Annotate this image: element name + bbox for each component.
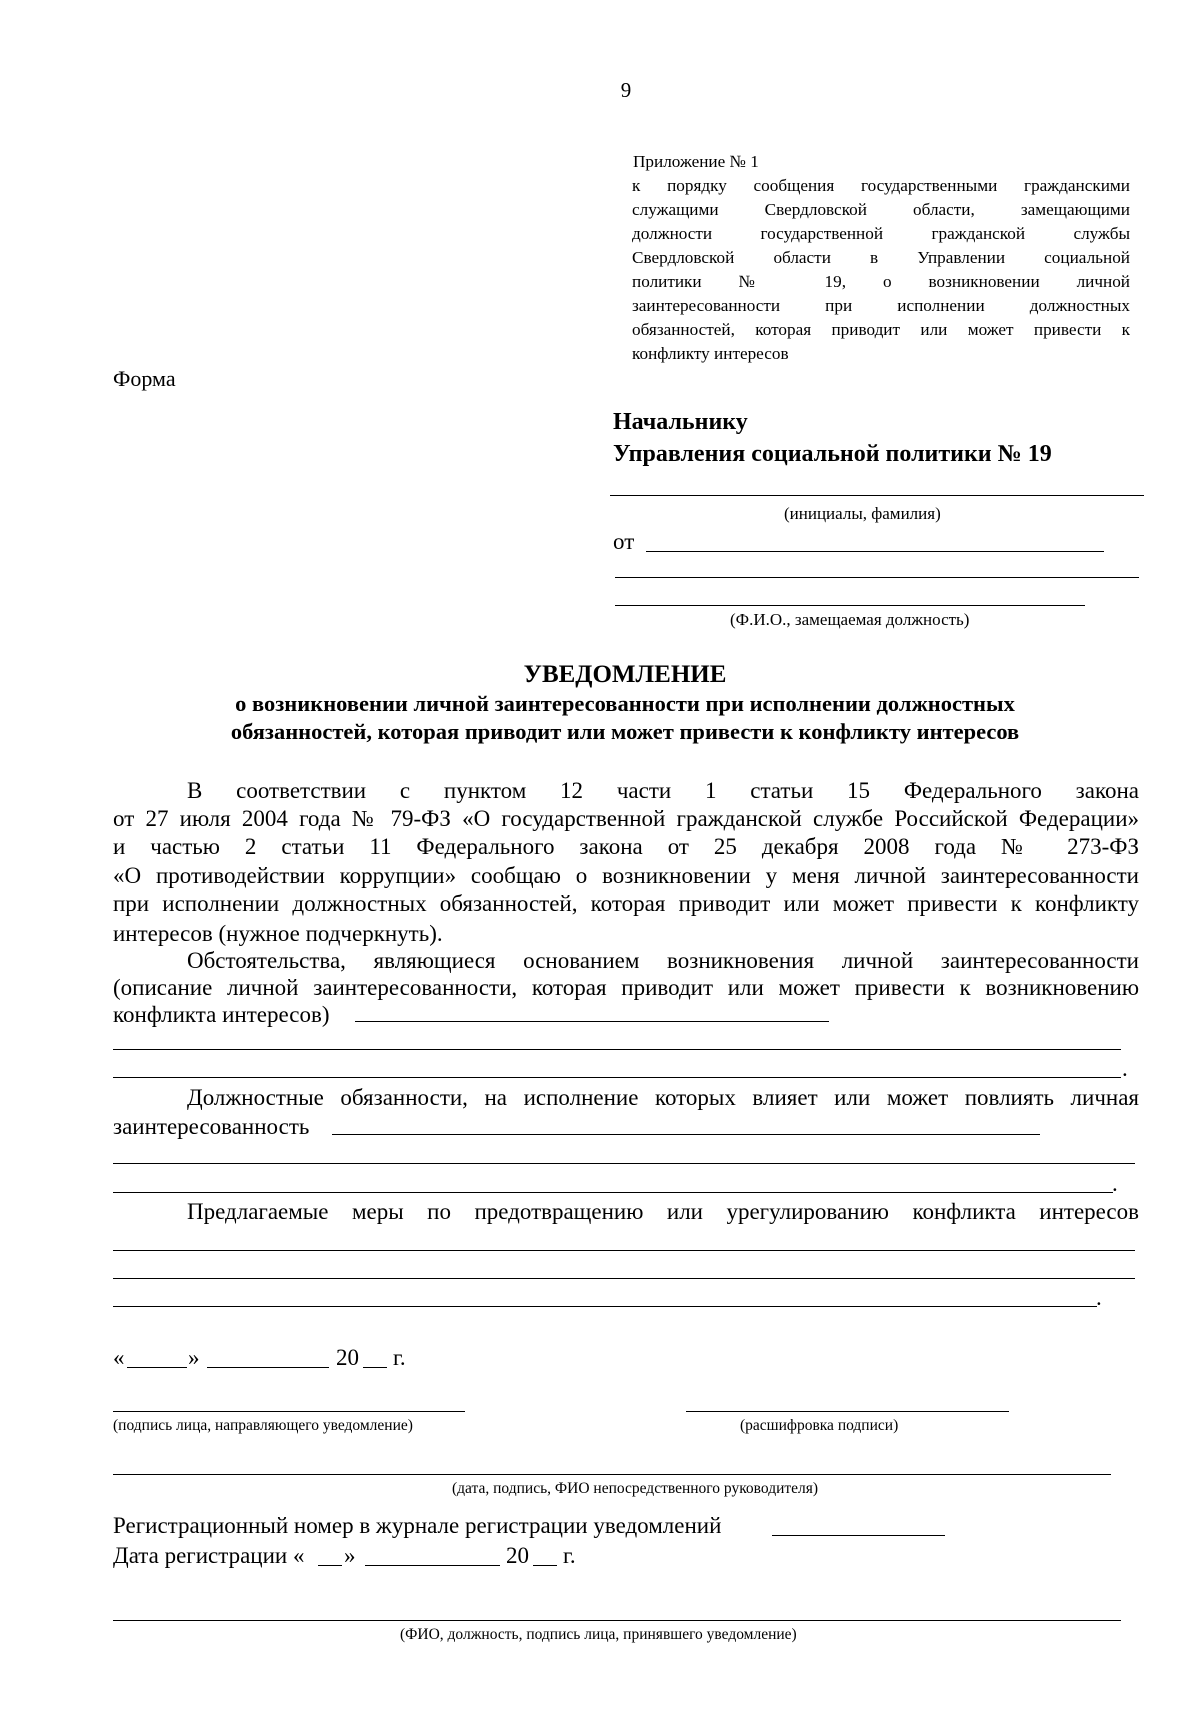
notice-subtitle-line1: о возникновении личной заинтересованности при исполнении должностных bbox=[235, 691, 1015, 716]
acceptor-caption: (ФИО, должность, подпись лица, принявшего уведомление) bbox=[400, 1626, 797, 1643]
measures-line-3[interactable] bbox=[113, 1306, 1097, 1307]
registration-date-label: Дата регистрации « bbox=[113, 1543, 305, 1568]
appendix-line: политики № 19, о возникновении личной bbox=[632, 272, 1130, 291]
date-open-quote: « bbox=[113, 1345, 125, 1370]
registration-year-line[interactable] bbox=[533, 1565, 557, 1566]
paragraph-2-line: (описание личной заинтересованности, которая приводит или может привести к возникновению bbox=[113, 975, 1139, 1000]
manager-caption: (дата, подпись, ФИО непосредственного руководителя) bbox=[452, 1480, 819, 1497]
appendix-line: Свердловской области в Управлении социальной bbox=[632, 248, 1130, 267]
circumstances-line[interactable] bbox=[355, 1021, 829, 1022]
notice-title: УВЕДОМЛЕНИЕ bbox=[523, 661, 727, 688]
period: . bbox=[1112, 1171, 1118, 1196]
registration-year-suffix: г. bbox=[563, 1543, 576, 1568]
circumstances-line-3[interactable] bbox=[113, 1077, 1121, 1078]
appendix-line: конфликту интересов bbox=[632, 344, 789, 363]
form-label: Форма bbox=[113, 366, 176, 391]
measures-line[interactable] bbox=[113, 1250, 1135, 1251]
duties-line[interactable] bbox=[332, 1134, 1040, 1135]
from-line[interactable] bbox=[646, 551, 1104, 552]
addressee-block bbox=[613, 406, 1052, 470]
date-day-line[interactable] bbox=[127, 1367, 187, 1368]
paragraph-2-line: конфликта интересов) bbox=[113, 1002, 330, 1027]
registration-day-line[interactable] bbox=[318, 1565, 342, 1566]
paragraph-1-line: «О противодействии коррупции» сообщаю о возникновении у меня личной заинтересованности bbox=[113, 863, 1139, 888]
appendix-line: должности государственной гражданской службы bbox=[632, 224, 1130, 243]
paragraph-3-line: Должностные обязанности, на исполнение которых влияет или может повлиять личная bbox=[187, 1085, 1139, 1110]
signer-caption: (подпись лица, направляющего уведомление) bbox=[113, 1417, 413, 1434]
appendix-line: заинтересованности при исполнении должностных bbox=[632, 296, 1130, 315]
measures-line-2[interactable] bbox=[113, 1278, 1135, 1279]
paragraph-1-line: от 27 июля 2004 года № 79-ФЗ «О государственной гражданской службе Российской Федерации» bbox=[113, 806, 1139, 831]
fio-caption: (Ф.И.О., замещаемая должность) bbox=[730, 610, 970, 629]
registration-number-line[interactable] bbox=[772, 1535, 945, 1536]
registration-date-close: » bbox=[344, 1543, 356, 1568]
paragraph-3-line: заинтересованность bbox=[113, 1114, 310, 1139]
period: . bbox=[1122, 1056, 1128, 1081]
paragraph-2-line: Обстоятельства, являющиеся основанием возникновения личной заинтересованности bbox=[187, 948, 1139, 973]
duties-line-2[interactable] bbox=[113, 1163, 1135, 1164]
addressee-line1: Начальнику bbox=[613, 409, 748, 435]
initials-line[interactable] bbox=[610, 495, 1144, 496]
registration-number-label: Регистрационный номер в журнале регистрации уведомлений bbox=[113, 1513, 722, 1538]
date-month-line[interactable] bbox=[207, 1367, 329, 1368]
paragraph-1-line: интересов (нужное подчеркнуть). bbox=[113, 921, 443, 946]
manager-line[interactable] bbox=[113, 1474, 1111, 1475]
date-year-prefix: 20 bbox=[336, 1345, 359, 1370]
paragraph-1-line: В соответствии с пунктом 12 части 1 статьи 15 Федерального закона bbox=[187, 778, 1139, 803]
circumstances-line-2[interactable] bbox=[113, 1049, 1121, 1050]
signer-signature-line[interactable] bbox=[113, 1411, 465, 1412]
initials-caption: (инициалы, фамилия) bbox=[784, 504, 941, 523]
addressee-line2: Управления социальной политики № 19 bbox=[613, 441, 1052, 467]
date-year-line[interactable] bbox=[363, 1367, 387, 1368]
appendix-line: к порядку сообщения государственными гражданскими bbox=[632, 176, 1130, 195]
decode-signature-line[interactable] bbox=[686, 1411, 1009, 1412]
paragraph-1-line: при исполнении должностных обязанностей, которая приводит или может привести к конфликту bbox=[113, 891, 1139, 916]
from-label: от bbox=[613, 529, 635, 554]
registration-month-line[interactable] bbox=[365, 1565, 500, 1566]
acceptor-line[interactable] bbox=[113, 1620, 1121, 1621]
page-number: 9 bbox=[620, 78, 632, 102]
decode-caption: (расшифровка подписи) bbox=[740, 1417, 899, 1434]
notice-subtitle-line2: обязанностей, которая приводит или может привести к конфликту интересов bbox=[230, 719, 1020, 744]
date-year-suffix: г. bbox=[393, 1345, 406, 1370]
paragraph-1-line: и частью 2 статьи 11 Федерального закона от 25 декабря 2008 года № 273-ФЗ bbox=[113, 834, 1139, 859]
appendix-line: служащими Свердловской области, замещающими bbox=[632, 200, 1130, 219]
fio-line[interactable] bbox=[615, 605, 1085, 606]
from-line-2[interactable] bbox=[615, 577, 1139, 578]
period: . bbox=[1096, 1285, 1102, 1310]
duties-line-3[interactable] bbox=[113, 1192, 1113, 1193]
appendix-line: обязанностей, которая приводит или может привести к bbox=[632, 320, 1130, 339]
registration-year-prefix: 20 bbox=[506, 1543, 529, 1568]
paragraph-4-line: Предлагаемые меры по предотвращению или урегулированию конфликта интересов bbox=[187, 1199, 1139, 1224]
appendix-block bbox=[632, 150, 1130, 366]
date-close-quote: » bbox=[188, 1345, 200, 1370]
appendix-title: Приложение № 1 bbox=[633, 152, 759, 171]
